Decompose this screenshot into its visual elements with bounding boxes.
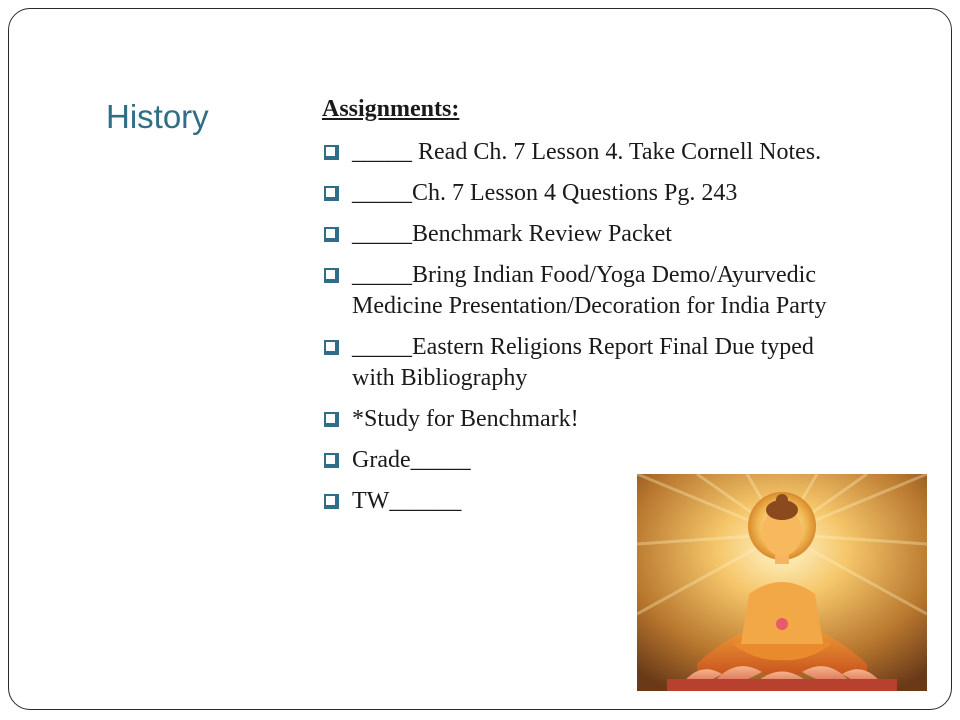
list-item	[322, 332, 862, 394]
list-item-text: _____Ch. 7 Lesson 4 Questions Pg. 243	[352, 180, 738, 206]
list-item	[322, 219, 862, 250]
list-item-text: *Study for Benchmark!	[352, 406, 579, 432]
square-bullet-icon	[324, 186, 339, 201]
square-bullet-icon	[324, 268, 339, 283]
assignments-heading: Assignments:	[322, 96, 460, 122]
square-bullet-icon	[324, 340, 339, 355]
square-bullet-icon	[324, 494, 339, 509]
list-item-text: _____Eastern Religions Report Final Due typed with Bibliography	[352, 334, 814, 391]
buddha-illustration	[637, 474, 927, 691]
lotus-in-hands	[776, 618, 788, 630]
list-item-text: _____Bring Indian Food/Yoga Demo/Ayurvedic Medicine Presentation/Decoration for India Party	[352, 262, 827, 319]
list-item-text: _____ Read Ch. 7 Lesson 4. Take Cornell Notes.	[352, 139, 822, 165]
square-bullet-icon	[324, 453, 339, 468]
list-item	[322, 404, 862, 435]
list-item-text: TW______	[352, 488, 462, 514]
list-item	[322, 137, 862, 168]
list-item-text: Grade_____	[352, 447, 471, 473]
square-bullet-icon	[324, 412, 339, 427]
list-item-text: _____Benchmark Review Packet	[352, 221, 672, 247]
list-item	[322, 260, 862, 322]
square-bullet-icon	[324, 227, 339, 242]
square-bullet-icon	[324, 145, 339, 160]
buddha-image	[637, 474, 927, 691]
slide-title: History	[106, 98, 209, 135]
assignment-list	[322, 137, 862, 517]
assignments-content	[322, 94, 862, 527]
torso	[741, 582, 823, 644]
list-item	[322, 445, 862, 476]
ushnisha	[776, 494, 788, 506]
list-item	[322, 178, 862, 209]
